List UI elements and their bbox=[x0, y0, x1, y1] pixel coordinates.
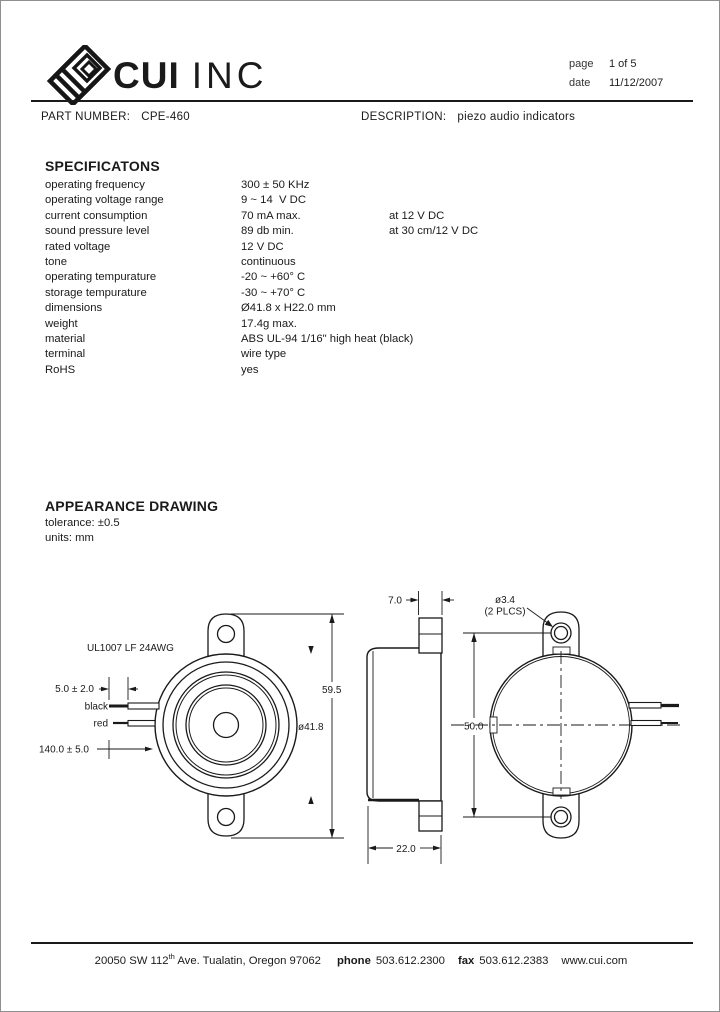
spec-note bbox=[389, 347, 478, 362]
spec-value: 12 V DC bbox=[241, 240, 284, 253]
height-label: 59.5 bbox=[322, 685, 342, 696]
mount-hole-bottom bbox=[218, 809, 235, 826]
flange-top bbox=[419, 618, 442, 653]
side-view bbox=[367, 591, 454, 864]
date-value: 11/12/2007 bbox=[609, 77, 664, 89]
table-row bbox=[45, 301, 478, 316]
part-number-value: CPE-460 bbox=[141, 111, 190, 123]
website: www.cui.com bbox=[561, 954, 628, 967]
specifications-table bbox=[45, 178, 478, 378]
appearance-drawing bbox=[1, 561, 720, 891]
wire-spec-label: UL1007 LF 24AWG bbox=[87, 643, 174, 654]
table-row bbox=[45, 332, 478, 347]
spec-note bbox=[389, 332, 478, 347]
spec-value: 89 db min. bbox=[241, 225, 294, 238]
hole-spacing-label: 50.0 bbox=[464, 721, 484, 733]
header-divider bbox=[31, 100, 693, 102]
appearance-title: APPEARANCE DRAWING bbox=[45, 498, 219, 514]
spec-value: 70 mA max. bbox=[241, 209, 301, 222]
spec-label: terminal bbox=[45, 348, 86, 361]
spec-note bbox=[389, 240, 478, 255]
table-row bbox=[45, 193, 478, 208]
dim-flange-width bbox=[406, 591, 454, 615]
phone-label: phone bbox=[336, 954, 371, 967]
table-row bbox=[45, 270, 478, 285]
description-value: piezo audio indicators bbox=[457, 111, 576, 123]
table-row bbox=[45, 255, 478, 270]
spec-note: at 30 cm/12 V DC bbox=[389, 225, 479, 238]
spec-note bbox=[389, 255, 478, 270]
spec-label: operating voltage range bbox=[45, 194, 164, 207]
units-note: units: mm bbox=[45, 532, 94, 544]
spec-label: operating tempurature bbox=[45, 271, 157, 284]
phone-value: 503.612.2300 bbox=[375, 954, 445, 967]
flange-width-label: 7.0 bbox=[388, 595, 402, 607]
fax-value: 503.612.2383 bbox=[479, 954, 549, 967]
depth-label: 22.0 bbox=[396, 844, 416, 855]
brand-inc: INC bbox=[191, 55, 268, 96]
spec-value: 17.4g max. bbox=[241, 317, 297, 330]
part-number-group bbox=[41, 111, 190, 123]
dim-tip-length bbox=[99, 677, 138, 700]
red-wire-label: red bbox=[93, 718, 108, 730]
description-group bbox=[361, 111, 575, 123]
spec-value: -20 ~ +60° C bbox=[241, 271, 306, 284]
page-date-block bbox=[569, 58, 663, 96]
spec-note bbox=[389, 317, 478, 332]
fax-label: fax bbox=[457, 954, 475, 967]
spec-label: RoHS bbox=[45, 363, 76, 376]
spec-value: Ø41.8 x H22.0 mm bbox=[241, 302, 336, 315]
mount-hole-top bbox=[218, 626, 235, 643]
diameter-label: ø41.8 bbox=[298, 722, 324, 733]
page-label: page bbox=[569, 58, 594, 70]
spec-note bbox=[389, 178, 478, 193]
table-row bbox=[45, 240, 478, 255]
footer-divider bbox=[31, 942, 693, 944]
description-label: DESCRIPTION: bbox=[361, 111, 447, 123]
table-row bbox=[45, 178, 478, 193]
date-label: date bbox=[569, 77, 591, 89]
spec-note bbox=[389, 193, 478, 208]
hole-plcs-label: (2 PLCS) bbox=[484, 606, 526, 618]
table-row bbox=[45, 347, 478, 362]
page-number-row bbox=[569, 58, 663, 70]
footer-address bbox=[1, 952, 720, 967]
hole-diameter-label: ø3.4 bbox=[494, 595, 516, 606]
table-row bbox=[45, 317, 478, 332]
table-row bbox=[45, 224, 478, 239]
spec-note bbox=[389, 270, 478, 285]
spec-label: sound pressure level bbox=[45, 225, 150, 238]
rear-view bbox=[451, 608, 681, 838]
spec-label: tone bbox=[45, 255, 67, 268]
specifications-title: SPECIFICATONS bbox=[45, 158, 160, 174]
spec-note bbox=[389, 286, 478, 301]
spec-label: rated voltage bbox=[45, 240, 111, 253]
spec-label: weight bbox=[45, 317, 78, 330]
wire-length-label: 140.0 ± 5.0 bbox=[39, 744, 89, 756]
black-wire bbox=[109, 703, 159, 709]
spec-value: 9 ~ 14 V DC bbox=[241, 194, 306, 207]
table-row bbox=[45, 286, 478, 301]
spec-value: ABS UL-94 1/16" high heat (black) bbox=[241, 332, 414, 345]
cui-logo-icon bbox=[41, 45, 113, 105]
table-row bbox=[45, 363, 478, 378]
spec-label: dimensions bbox=[45, 302, 103, 315]
address: 20050 SW 112th Ave. Tualatin, Oregon 97062 bbox=[94, 952, 321, 967]
dim-wire-length bbox=[97, 740, 153, 759]
black-wire bbox=[629, 703, 679, 709]
part-number-label: PART NUMBER: bbox=[41, 111, 131, 123]
brand-name bbox=[113, 55, 267, 97]
spec-note bbox=[389, 301, 478, 316]
black-wire-label: black bbox=[84, 701, 108, 713]
part-line bbox=[1, 111, 720, 159]
tip-length-label: 5.0 ± 2.0 bbox=[55, 684, 94, 695]
brand-cui: CUI bbox=[113, 55, 180, 96]
spec-value: -30 ~ +70° C bbox=[241, 286, 306, 299]
table-row bbox=[45, 209, 478, 224]
spec-value: wire type bbox=[241, 348, 287, 361]
spec-label: material bbox=[45, 332, 86, 345]
tolerance-note: tolerance: ±0.5 bbox=[45, 517, 120, 529]
spec-label: current consumption bbox=[45, 209, 148, 222]
spec-label: operating frequency bbox=[45, 179, 145, 191]
page-value: 1 of 5 bbox=[609, 58, 637, 70]
spec-note bbox=[389, 363, 478, 378]
spec-value: continuous bbox=[241, 255, 296, 268]
date-row bbox=[569, 77, 663, 89]
spec-label: storage tempurature bbox=[45, 286, 147, 299]
spec-note: at 12 V DC bbox=[389, 209, 445, 222]
spec-value: yes bbox=[241, 363, 259, 376]
red-wire bbox=[113, 721, 155, 727]
spec-value: 300 ± 50 KHz bbox=[241, 179, 310, 191]
